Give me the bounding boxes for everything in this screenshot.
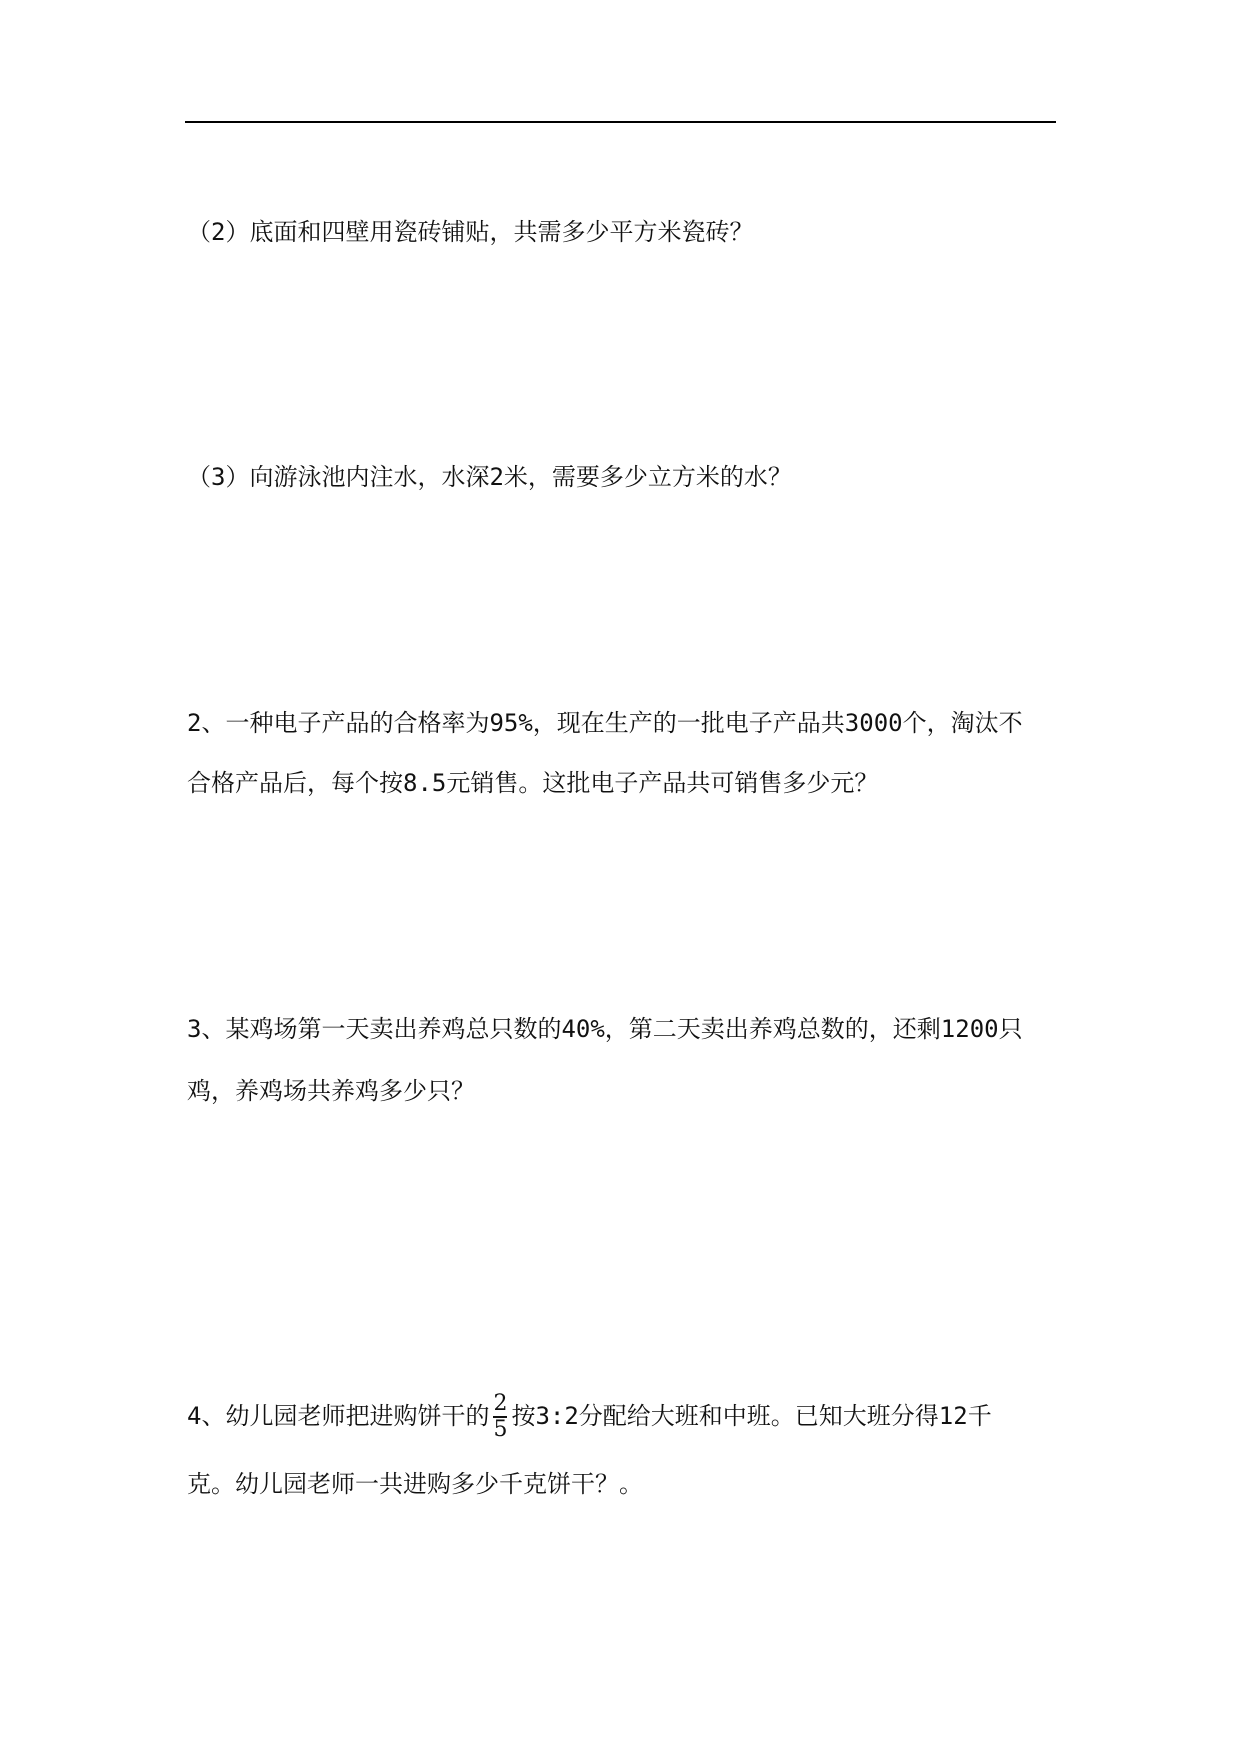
fraction [493,1392,507,1442]
question-3-line-2: 鸡，养鸡场共养鸡多少只？ [187,1077,475,1105]
question-4-line-2: 克。幼儿园老师一共进购多少千克饼干？。 [187,1470,643,1498]
question-1-2: （2）底面和四壁用瓷砖铺贴，共需多少平方米瓷砖？ [187,218,754,246]
fraction-numerator: 2 [493,1391,508,1416]
question-1-3: （3）向游泳池内注水，水深2米，需要多少立方米的水？ [187,463,792,491]
question-2-line-1: 2、一种电子产品的合格率为95%，现在生产的一批电子产品共3000个，淘汰不 [187,709,1023,737]
header-rule [185,121,1056,123]
question-3-line-1: 3、某鸡场第一天卖出养鸡总只数的40%，第二天卖出养鸡总数的，还剩1200只 [187,1015,1023,1043]
fraction-denominator: 5 [493,1416,508,1442]
question-4-line-1 [187,1392,992,1442]
question-4-text-post: 按3:2分配给大班和中班。已知大班分得12千 [511,1401,992,1430]
question-2-line-2: 合格产品后，每个按8.5元销售。这批电子产品共可销售多少元？ [187,769,879,797]
question-4-text-pre: 4、幼儿园老师把进购饼干的 [187,1401,490,1430]
